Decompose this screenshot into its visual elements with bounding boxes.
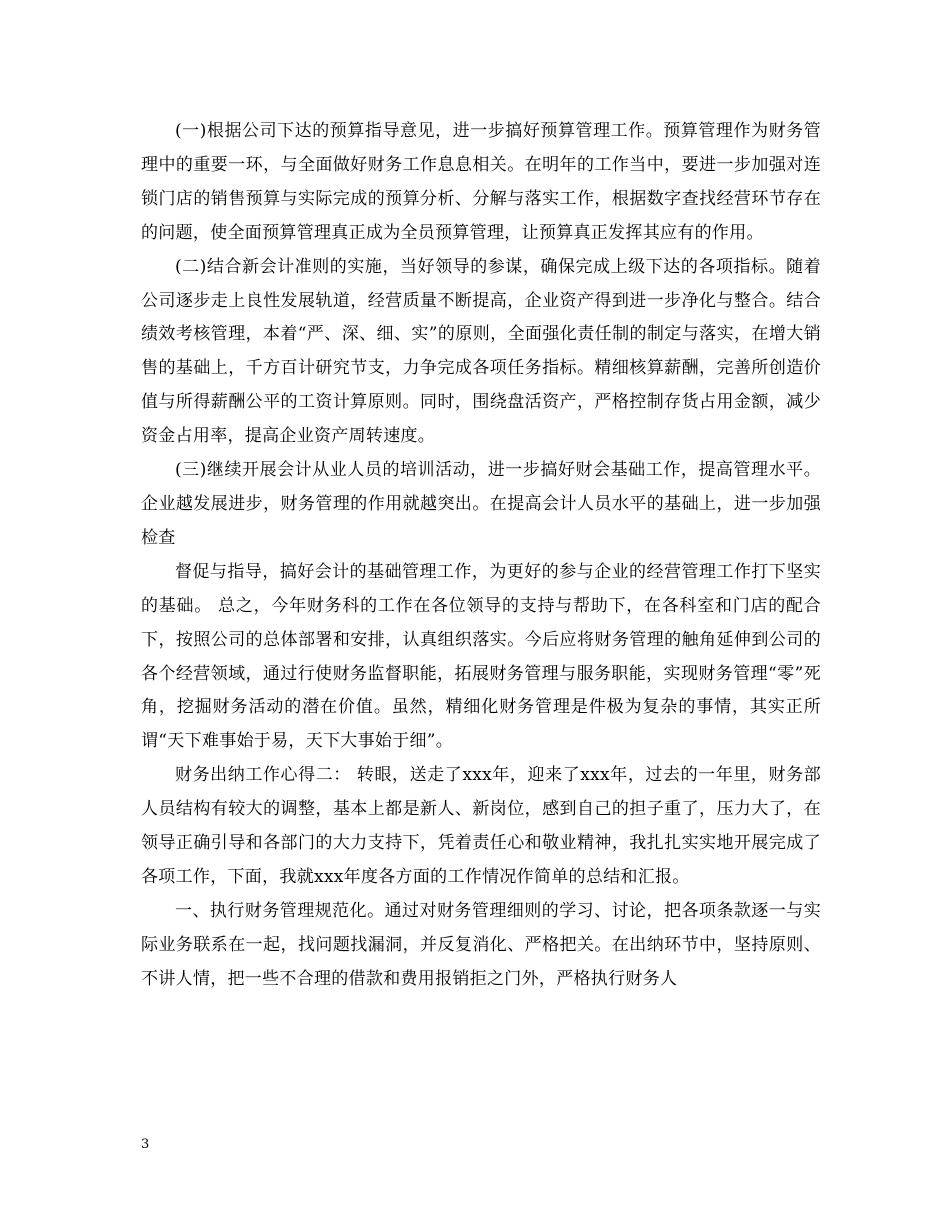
document-body [141, 115, 821, 997]
page-number: 3 [141, 1137, 150, 1152]
paragraph-budget-management: (一)根据公司下达的预算指导意见，进一步搞好预算管理工作。预算管理作为财务管理中的重要一环，与全面做好财务工作息息相关。在明年的工作当中，要进一步加强对连锁门店的销售预算与实际完成的预算分析、分解与落实工作，根据数字查找经营环节存在的问题，使全面预算管理真正成为全员预算管理，让预算真正发挥其应有的作用。 [141, 121, 821, 243]
paragraph-financial-standardization: 一、执行财务管理规范化。通过对财务管理细则的学习、讨论，把各项条款逐一与实际业务联系在一起，找问题找漏洞，并反复消化、严格把关。在出纳环节中，坚持原则、不讲人情，把一些不合理的借款和费用报销拒之门外，严格执行财务人 [141, 900, 821, 989]
paragraph-new-accounting-standards: (二)结合新会计准则的实施，当好领导的参谋，确保完成上级下达的各项指标。随着公司逐步走上良性发展轨道，经营质量不断提高，企业资产得到进一步净化与整合。结合绩效考核管理，本着“严、深、细、实”的原则，全面强化责任制的制定与落实，在增大销售的基础上，千方百计研究节支，力争完成各项任务指标。精细核算薪酬，完善所创造价值与所得薪酬公平的工资计算原则。同时，围绕盘活资产，严格控制存货占用金额，减少资金占用率，提高企业资产周转速度。 [141, 256, 821, 447]
paragraph-supervision-summary: 督促与指导，搞好会计的基础管理工作，为更好的参与企业的经营管理工作打下坚实的基础。 总之，今年财务科的工作在各位领导的支持与帮助下，在各科室和门店的配合下，按照公司的总体部署和安排，认真组织落实。今后应将财务管理的触角延伸到公司的各个经营领域，通过行使财务监督职能，拓展财务管理与服务职能，实现财务管理“零”死角，挖掘财务活动的潜在价值。虽然，精细化财务管理是件极为复杂的事情，其实正所谓“天下难事始于易，天下大事始于细”。 [141, 561, 821, 752]
paragraph-cashier-experience-two: 财务出纳工作心得二： 转眼，送走了xxx年，迎来了xxx年，过去的一年里，财务部人员结构有较大的调整，基本上都是新人、新岗位，感到自己的担子重了，压力大了，在领导正确引导和各部门的大力支持下，凭着责任心和敬业精神，我扎扎实实地开展完成了各项工作，下面，我就xxx年度各方面的工作情况作简单的总结和汇报。 [141, 765, 821, 887]
paragraph-accountant-training: (三)继续开展会计从业人员的培训活动，进一步搞好财会基础工作，提高管理水平。企业越发展进步，财务管理的作用就越突出。在提高会计人员水平的基础上，进一步加强检查 [141, 460, 821, 548]
